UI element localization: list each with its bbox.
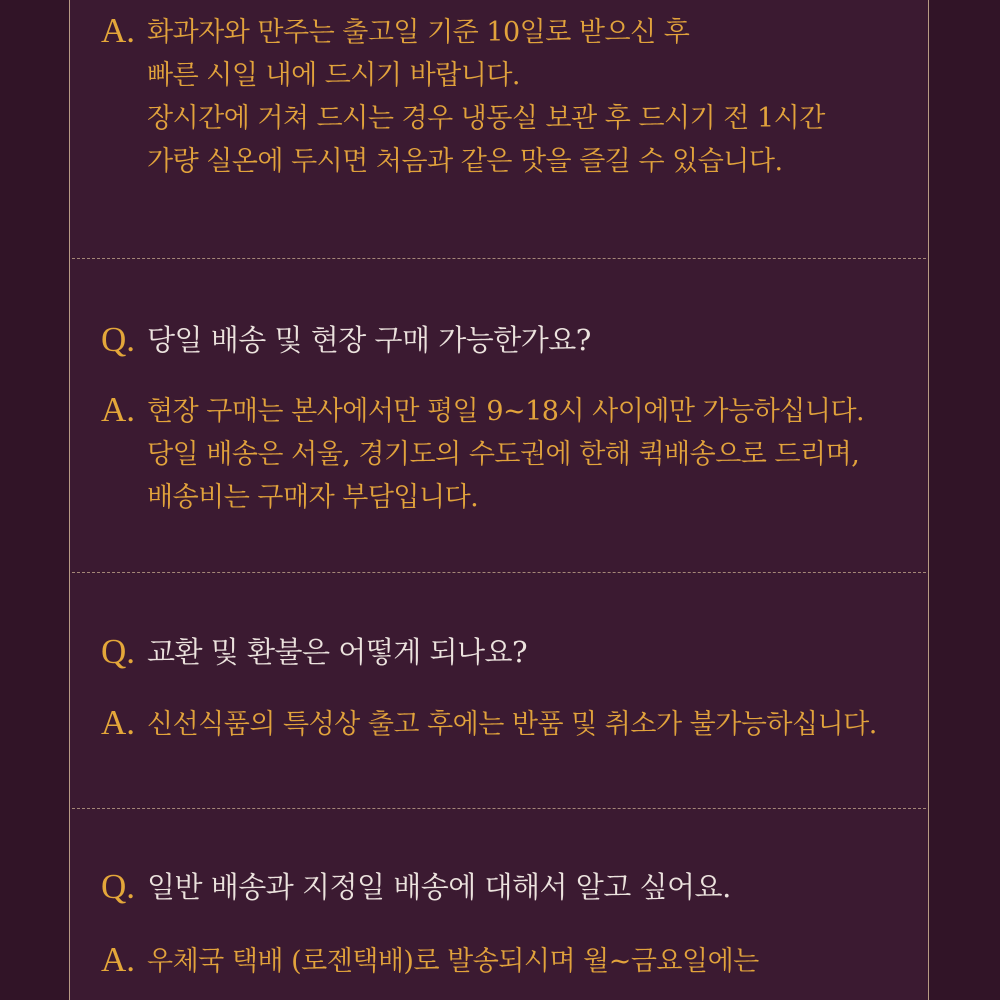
divider: [72, 572, 926, 573]
answer-text: [147, 703, 877, 746]
answer-text: [147, 940, 759, 983]
answer-line: 신선식품의 특성상 출고 후에는 반품 및 취소가 불가능하십니다.: [147, 709, 877, 740]
question-marker: Q.: [101, 867, 136, 906]
faq-question[interactable]: [101, 867, 731, 907]
answer-line: 빠른 시일 내에 드시기 바랍니다.: [147, 60, 520, 91]
answer-line: 배송비는 구매자 부담입니다.: [147, 482, 479, 513]
answer-line: 화과자와 만주는 출고일 기준 10일로 받으신 후: [147, 17, 690, 48]
question-text: 당일 배송 및 현장 구매 가능한가요?: [147, 323, 591, 357]
faq-question[interactable]: [101, 632, 527, 672]
answer-text: [147, 390, 864, 519]
answer-text: [147, 11, 825, 183]
divider: [72, 258, 926, 259]
answer-marker: A.: [101, 11, 136, 50]
question-marker: Q.: [101, 632, 136, 671]
question-text: 교환 및 환불은 어떻게 되나요?: [147, 635, 528, 669]
answer-line: 가량 실온에 두시면 처음과 같은 맛을 즐길 수 있습니다.: [147, 146, 783, 177]
faq-answer: [101, 11, 825, 183]
answer-marker: A.: [101, 703, 136, 742]
answer-line: 당일 배송은 서울, 경기도의 수도권에 한해 퀵배송으로 드리며,: [147, 439, 860, 470]
faq-answer: [101, 940, 759, 983]
answer-line: 우체국 택배 (로젠택배)로 발송되시며 월~금요일에는: [147, 946, 759, 977]
question-text: 일반 배송과 지정일 배송에 대해서 알고 싶어요.: [147, 870, 731, 904]
faq-panel: [69, 0, 929, 1000]
faq-answer: [101, 703, 877, 746]
faq-question[interactable]: [101, 320, 591, 360]
answer-line: 현장 구매는 본사에서만 평일 9~18시 사이에만 가능하십니다.: [147, 396, 865, 427]
answer-marker: A.: [101, 390, 136, 429]
answer-line: 장시간에 거쳐 드시는 경우 냉동실 보관 후 드시기 전 1시간: [147, 103, 825, 134]
divider: [72, 808, 926, 809]
faq-answer: [101, 390, 864, 519]
answer-marker: A.: [101, 940, 136, 979]
question-marker: Q.: [101, 320, 136, 359]
